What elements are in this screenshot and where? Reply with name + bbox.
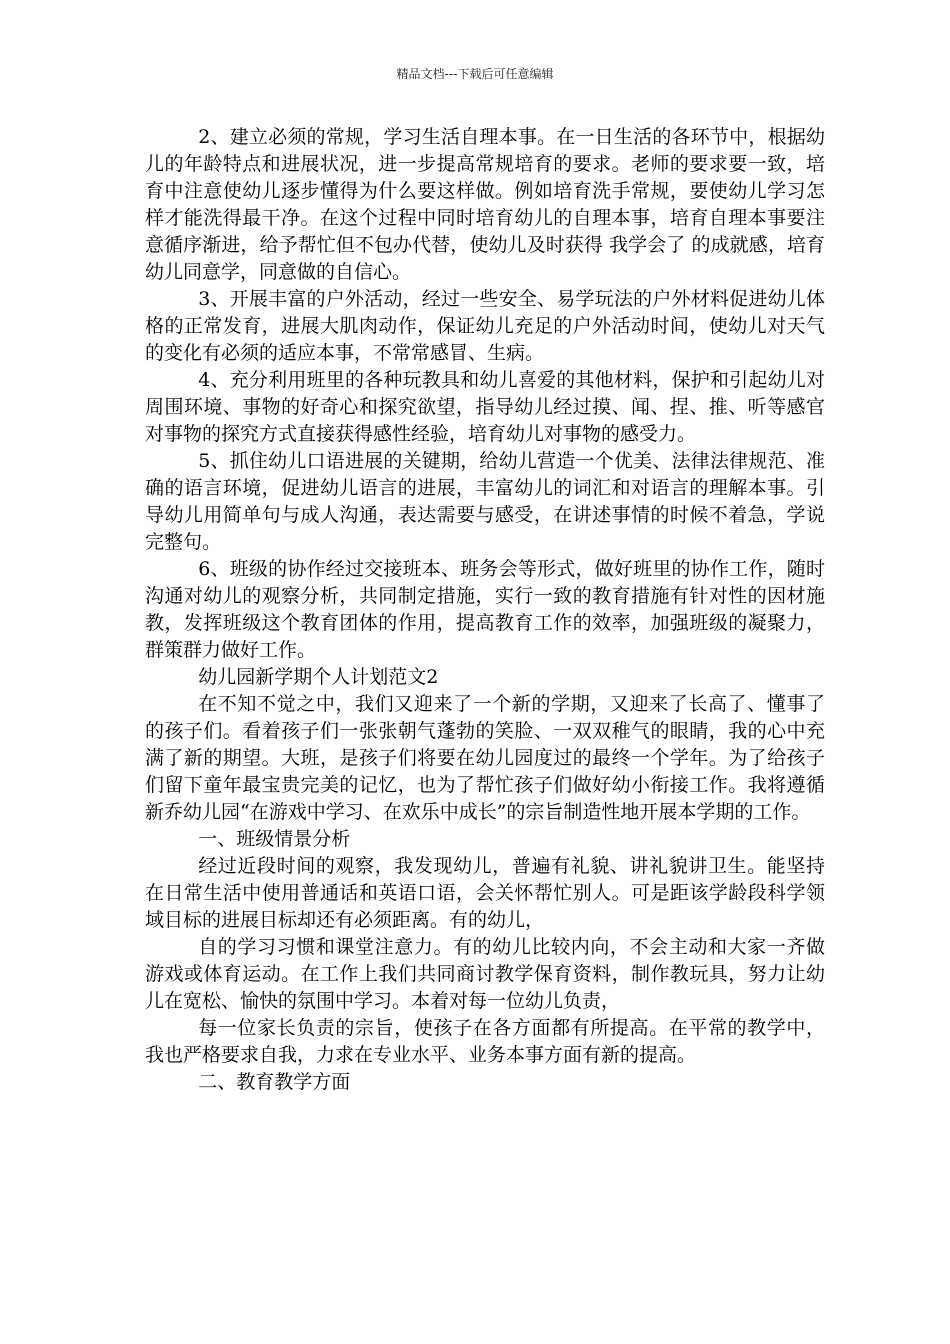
- paragraph-observation: 经过近段时间的观察，我发现幼儿，普遍有礼貌、讲礼貌讲卫生。能坚持在日常生活中使用普通话和英语口语，会关怀帮忙别人。可是距该学龄段科学领域目标的进展目标却还有必须距离。有的幼儿，: [145, 855, 825, 931]
- paragraph-outdoor: 3、开展丰富的户外活动，经过一些安全、易学玩法的户外材料促进幼儿体格的正常发育，进展大肌肉动作，保证幼儿充足的户外活动时间，使幼儿对天气的变化有必须的适应本事，不常常感冒、生病。: [145, 288, 825, 364]
- paragraph-habits: 自的学习习惯和课堂注意力。有的幼儿比较内向，不会主动和大家一齐做游戏或体育运动。在工作上我们共同商讨教学保育资料，制作教玩具，努力让幼儿在宽松、愉快的氛围中学习。本着对每一位幼儿负责，: [145, 936, 825, 1012]
- paragraph-routine: 2、建立必须的常规，学习生活自理本事。在一日生活的各环节中，根据幼儿的年龄特点和进展状况，进一步提高常规培育的要求。老师的要求要一致，培育中注意使幼儿逐步懂得为什么要这样做。例如培育洗手常规，要使幼儿学习怎样才能洗得最干净。在这个过程中同时培育幼儿的自理本事，培育自理本事要注意循序渐进，给予帮忙但不包办代替，使幼儿及时获得 我学会了 的成就感，培育幼儿同意学，同意做的自信心。: [145, 126, 825, 283]
- section-heading-class-analysis: 一、班级情景分析: [198, 828, 351, 850]
- paragraph-cooperation: 6、班级的协作经过交接班本、班务会等形式，做好班里的协作工作，随时沟通对幼儿的观察分析，共同制定措施，实行一致的教育措施有针对性的因材施教，发挥班级这个教育团体的作用，提高教育工作的效率，加强班级的凝聚力，群策群力做好工作。: [145, 558, 825, 661]
- paragraph-toys: 4、充分利用班里的各种玩教具和幼儿喜爱的其他材料，保护和引起幼儿对周围环境、事物的好奇心和探究欲望，指导幼儿经过摸、闻、捏、推、听等感官对事物的探究方式直接获得感性经验，培育幼儿对事物的感受力。: [145, 369, 825, 445]
- paragraph-language: 5、抓住幼儿口语进展的关键期，给幼儿营造一个优美、法律法律规范、准确的语言环境，促进幼儿语言的进展，丰富幼儿的词汇和对语言的理解本事。引导幼儿用简单句与成人沟通，表达需要与感受，在讲述事情的时候不着急，学说完整句。: [145, 450, 825, 553]
- page-header: 精品文档---下载后可任意编辑: [396, 67, 554, 81]
- document-body: [145, 124, 825, 1096]
- paragraph-responsibility: 每一位家长负责的宗旨，使孩子在各方面都有所提高。在平常的教学中，我也严格要求自我，力求在专业水平、业务本事方面有新的提高。: [145, 1017, 825, 1066]
- paragraph-intro: 在不知不觉之中，我们又迎来了一个新的学期，又迎来了长高了、懂事了的孩子们。看着孩子们一张张朝气蓬勃的笑脸、一双双稚气的眼睛，我的心中充满了新的期望。大班，是孩子们将要在幼儿园度过的最终一个学年。为了给孩子们留下童年最宝贵完美的记忆，也为了帮忙孩子们做好幼小衔接工作。我将遵循新乔幼儿园“在游戏中学习、在欢乐中成长”的宗旨制造性地开展本学期的工作。: [145, 693, 825, 823]
- section-heading-teaching: 二、教育教学方面: [198, 1071, 351, 1093]
- section-title: 幼儿园新学期个人计划范文2: [198, 666, 439, 688]
